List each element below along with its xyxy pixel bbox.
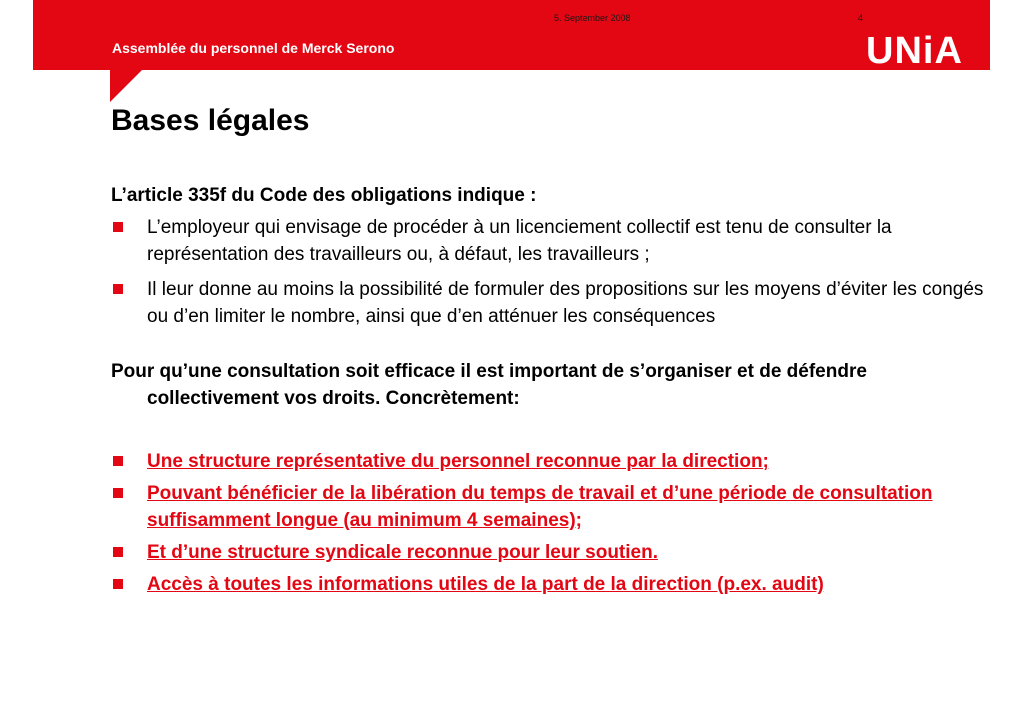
- intro-text: L’article 335f du Code des obligations indique :: [111, 185, 537, 206]
- square-bullet-icon: [113, 488, 123, 498]
- square-bullet-icon: [113, 284, 123, 294]
- list-item: [111, 571, 991, 598]
- requirement-link[interactable]: Accès à toutes les informations utiles de la part de la direction (p.ex. audit): [147, 574, 824, 595]
- list-item-text: L’employeur qui envisage de procéder à un licenciement collectif est tenu de consulter la représentation des travailleurs ou, à défaut, les travailleurs ;: [147, 217, 892, 265]
- square-bullet-icon: [113, 547, 123, 557]
- list-item: [111, 448, 991, 475]
- requirement-link[interactable]: Pouvant bénéficier de la libération du temps de travail et d’une période de consultation suffisamment longue (au minimum 4 semaines);: [147, 483, 933, 531]
- slide-date: 5. September 2008: [554, 13, 631, 23]
- list-item: [111, 276, 991, 330]
- list-item: [111, 539, 991, 566]
- list-item: [111, 480, 991, 534]
- list-item-text: Il leur donne au moins la possibilité de formuler des propositions sur les moyens d’éviter les congés ou d’en limiter le nombre, ainsi que d’en atténuer les conséquences: [147, 279, 984, 327]
- bullet-list: [111, 214, 991, 330]
- square-bullet-icon: [113, 456, 123, 466]
- unia-logo: UNiA: [866, 30, 963, 72]
- slide-content: [111, 182, 991, 603]
- requirement-link[interactable]: Et d’une structure syndicale reconnue pour leur soutien.: [147, 542, 658, 563]
- requirement-link[interactable]: Une structure représentative du personnel reconnue par la direction;: [147, 451, 769, 472]
- banner-tail: [110, 68, 144, 102]
- square-bullet-icon: [113, 579, 123, 589]
- consultation-paragraph: Pour qu’une consultation soit efficace il est important de s’organiser et de défendre collectivement vos droits. Concrètement:: [111, 361, 867, 409]
- requirements-list: [111, 448, 991, 598]
- list-item: [111, 214, 991, 268]
- slide-title: Bases légales: [111, 104, 310, 137]
- page-number: 4: [858, 13, 864, 23]
- header-banner: [33, 0, 990, 70]
- presentation-subtitle: Assemblée du personnel de Merck Serono: [112, 40, 395, 56]
- square-bullet-icon: [113, 222, 123, 232]
